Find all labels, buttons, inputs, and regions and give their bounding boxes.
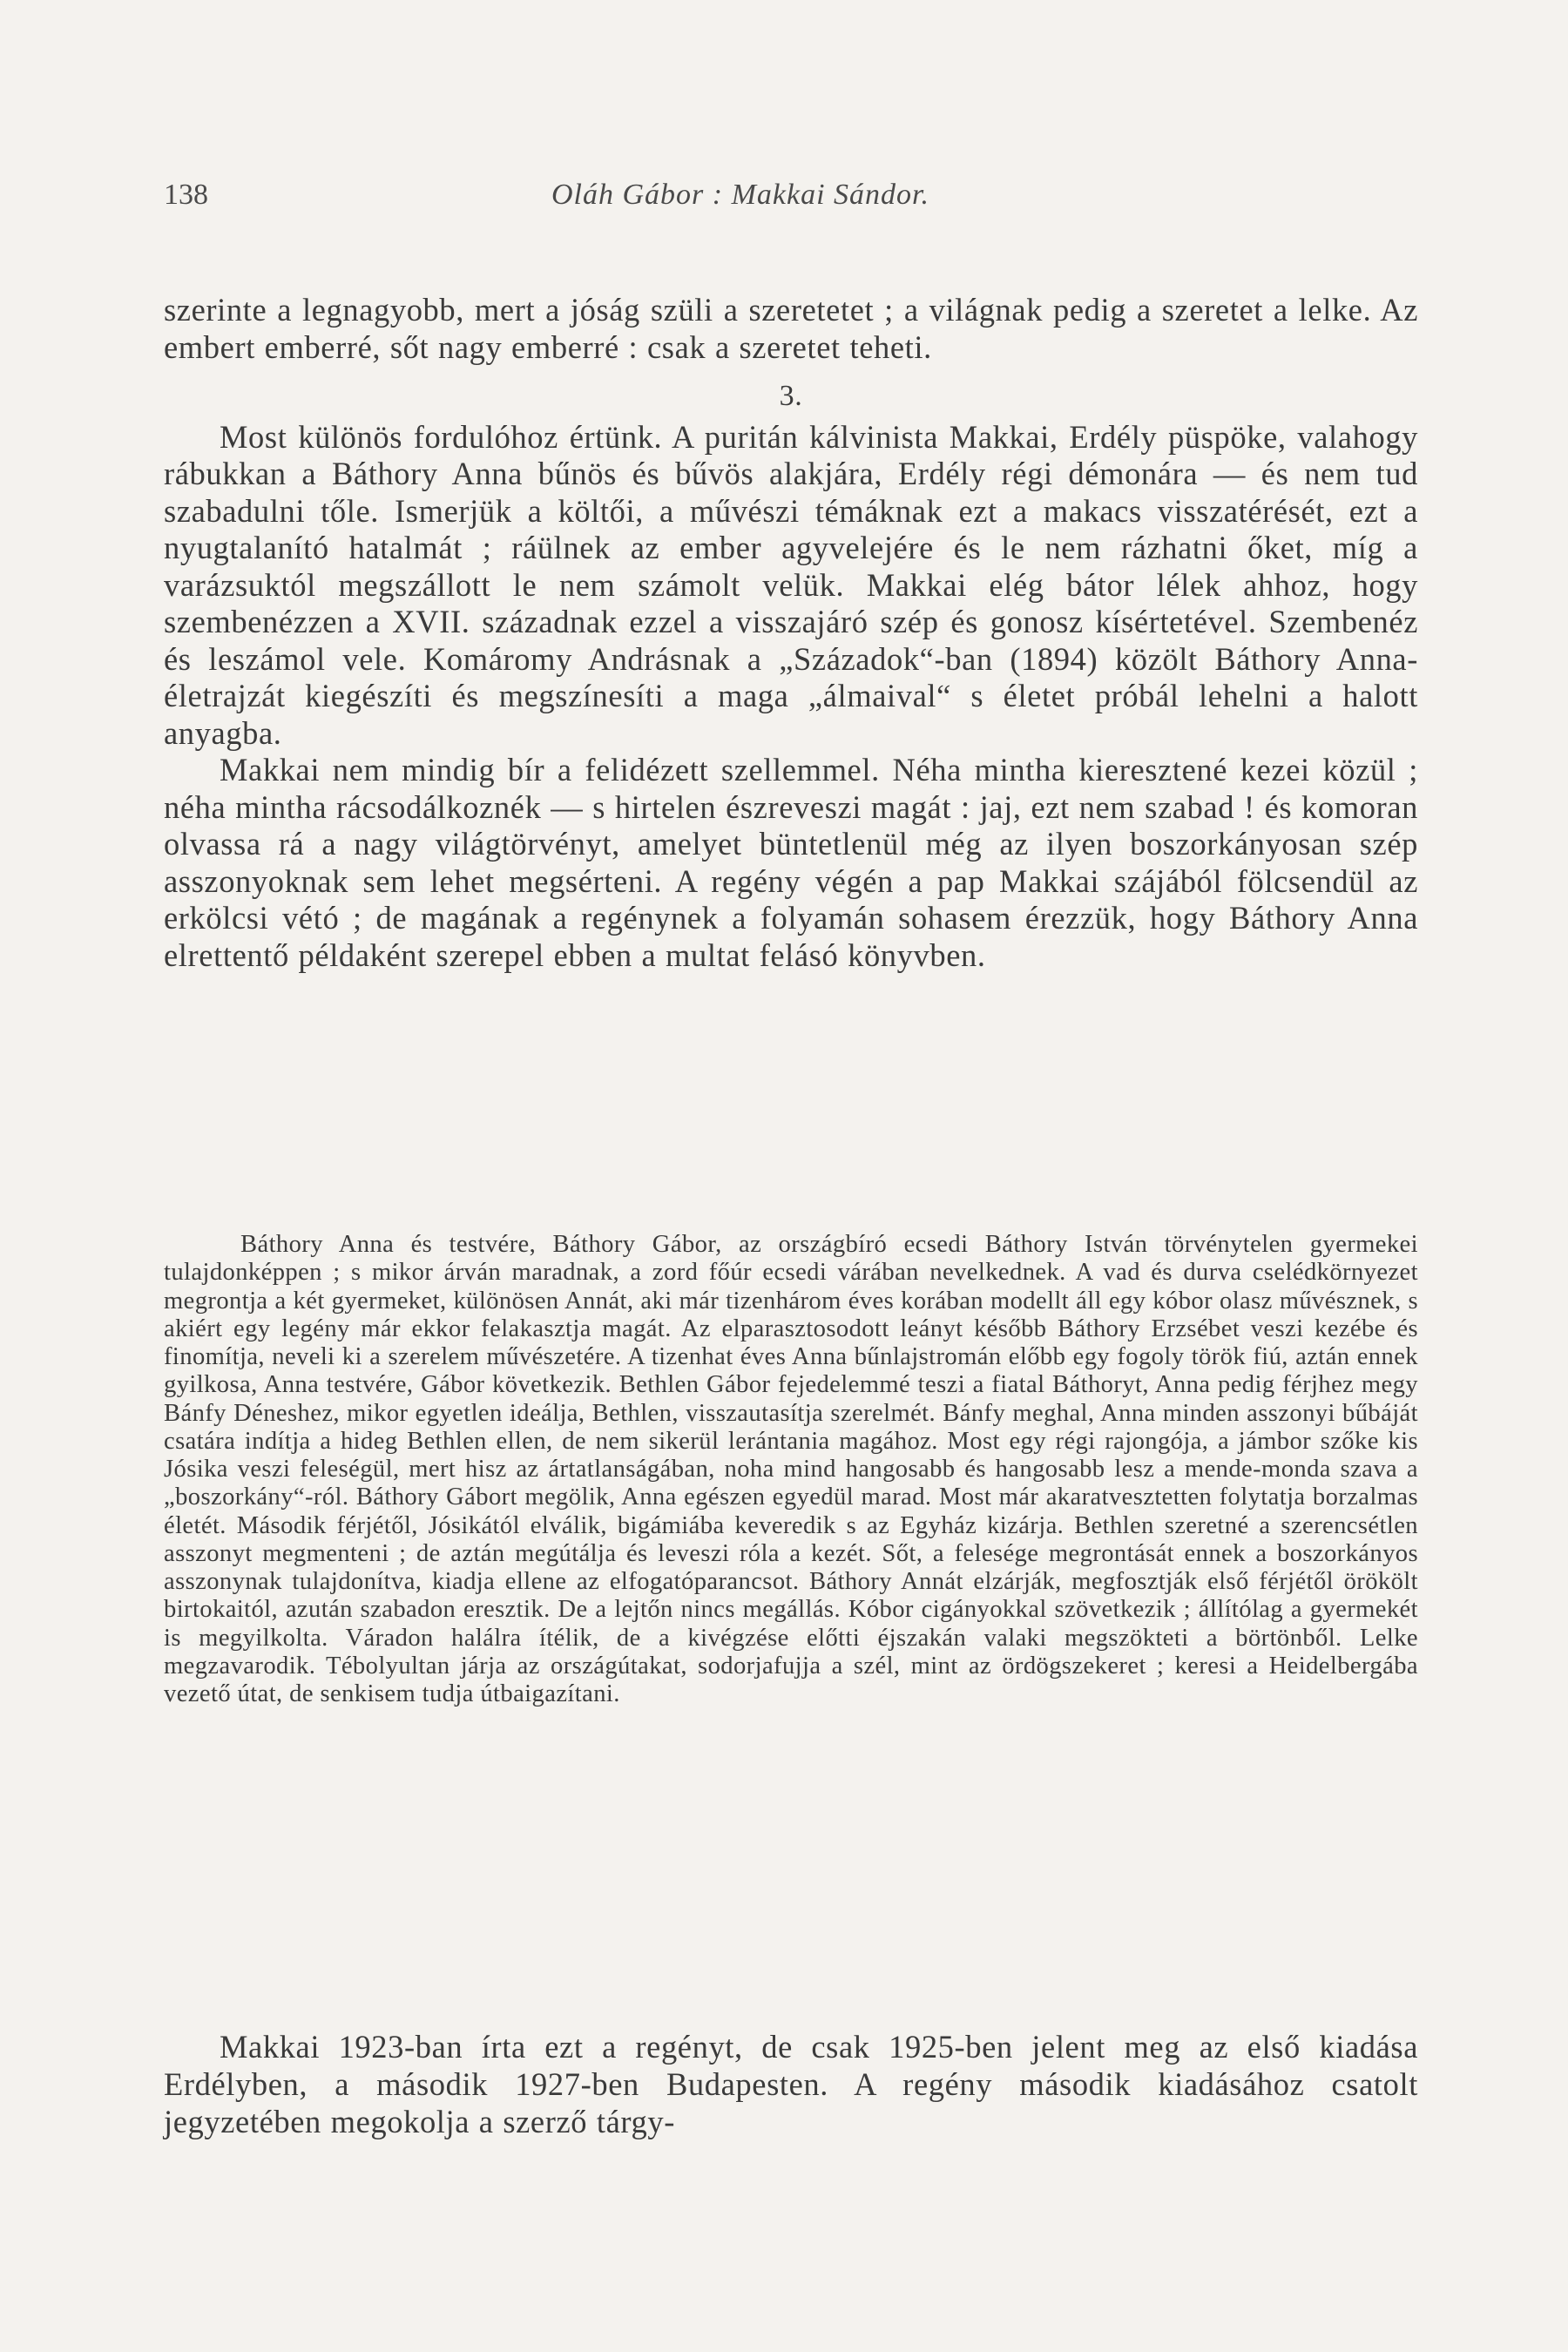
section-number: 3. [779, 380, 803, 412]
paragraph-2: Makkai nem mindig bír a felidézett szellemmel. Néha mintha kieresztené kezei közül ; néha mintha rácsodálkoznék — s hirtelen észreveszi magát : jaj, ezt nem szabad ! és komoran olvassa rá a nagy világtörvényt, amelyet büntetlenül még az ilyen boszorkányosan szép asszonyoknak sem lehet megsérteni. A regény végén a pap Makkai szájából fölcsendül az erkölcsi vétó ; de magának a regénynek a folyamán sohasem érezzük, hogy Báthory Anna elrettentő példaként szerepel ebben a multat felásó könyvben. [164, 752, 1418, 973]
page-number: 138 [164, 179, 208, 211]
paragraph-1: Most különös fordulóhoz értünk. A puritán kálvinista Makkai, Erdély püspöke, valahogy rábukkan a Báthory Anna bűnös és bűvös alakjára, Erdély régi démonára — és nem tud szabadulni tőle. Ismerjük a költői, a művészi témáknak ezt a makacs visszatérését, ezt a nyugtalanító hatalmát ; ráülnek az ember agyvelejére és le nem rázhatni őket, míg a varázsuktól megszállott le nem számolt velük. Makkai elég bátor lélek ahhoz, hogy szembenézzen a XVII. századnak ezzel a visszajáró szép és gonosz kísértetével. Szembenéz és leszámol vele. Komáromy Andrásnak a „Századok“-ban (1894) közölt Báthory Anna-életrajzát kiegészíti és megszínesíti a maga „álmaival“ s életet próbál lehelni a halott anyagba. [164, 418, 1418, 751]
page-header [164, 179, 1409, 222]
running-title: Oláh Gábor : Makkai Sándor. [551, 179, 930, 211]
main-text [164, 292, 1418, 974]
closing-paragraph: Makkai 1923-ban írta ezt a regényt, de csak 1925-ben jelent meg az első kiadása Erdélyben, a második 1927-ben Budapesten. A regény második kiadásához csatolt jegyzetében megokolja a szerző tárgy- [164, 2029, 1418, 2139]
intro-paragraph: szerinte a legnagyobb, mert a jóság szüli a szeretetet ; a világnak pedig a szeretet a lelke. Az embert emberré, sőt nagy emberré : csak a szeretet teheti. [164, 292, 1418, 365]
footnote-summary: Báthory Anna és testvére, Báthory Gábor, az országbíró ecsedi Báthory István törvénytelen gyermekei tulajdonképpen ; s mikor árván maradnak, a zord főúr ecsedi várában nevelkednek. A vad és durva cselédkörnyezet megrontja a két gyermeket, különösen Annát, aki már tizenhárom éves korában modellt áll egy kóbor olasz művésznek, s akiért egy legény már ekkor felakasztja magát. Az elparasztosodott leányt később Báthory Erzsébet veszi kezébe és finomítja, neveli ki a szerelem művészetére. A tizenhat éves Anna bűnlajstromán előbb egy fogoly török fiú, aztán ennek gyilkosa, Anna testvére, Gábor következik. Bethlen Gábor fejedelemmé teszi a fiatal Báthoryt, Anna pedig férjhez megy Bánfy Déneshez, mikor egyetlen ideálja, Bethlen, visszautasítja szerelmét. Bánfy meghal, Anna minden asszonyi bűbáját csatára indítja a hideg Bethlen ellen, de nem sikerül lerántania magához. Most egy régi rajongója, a jámbor szőke kis Jósika veszi feleségül, mert hisz az ártatlanságában, noha mind hangosabb és hangosabb lesz a mende-monda szava a „boszorkány“-ról. Báthory Gábort megölik, Anna egészen egyedül marad. Most már akaratvesztetten folytatja borzalmas életét. Második férjétől, Jósikától elválik, bigámiába keveredik s az Egyház kizárja. Bethlen szeretné a szerencsétlen asszonyt megmenteni ; de aztán megútálja és leveszi róla a kezét. Sőt, a felesége megrontását ennek a boszorkányos asszonynak tulajdonítva, kiadja ellene az elfogatóparancsot. Báthory Annát elzárják, megfosztják első férjétől örökölt birtokaitól, azután szabadon eresztik. De a lejtőn nincs megállás. Kóbor cigányokkal szövetkezik ; állítólag a gyermekét is megyilkolta. Váradon halálra ítélik, de a kivégzése előtti éjszakán valaki megszökteti a börtönből. Lelke megzavarodik. Tébolyultan járja az országútakat, sodorjafujja a szél, mint az ördögszekeret ; keresi a Heidelbergába vezető útat, de senkisem tudja útbaigazítani. [164, 1231, 1418, 1707]
